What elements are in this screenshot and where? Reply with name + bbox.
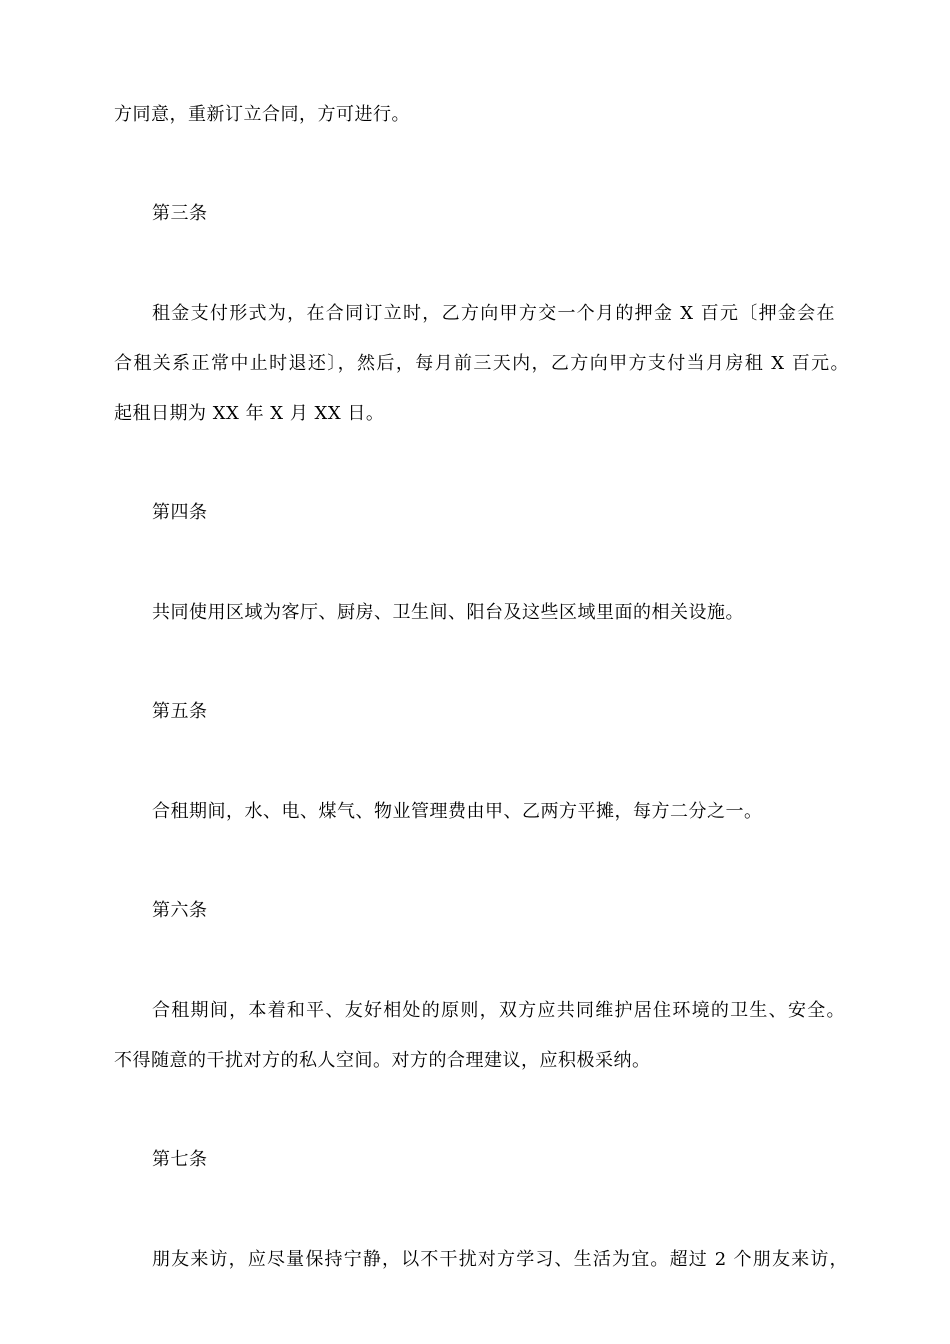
paragraph-line: 租金支付形式为，在合同订立时，乙方向甲方交一个月的押金 X 百元〔押金会在 <box>152 303 835 324</box>
paragraph-line: 起租日期为 XX 年 X 月 XX 日。 <box>114 403 385 424</box>
paragraph-line: 合租期间，水、电、煤气、物业管理费由甲、乙两方平摊，每方二分之一。 <box>152 801 763 822</box>
paragraph-line: 共同使用区域为客厅、厨房、卫生间、阳台及这些区域里面的相关设施。 <box>152 602 744 623</box>
paragraph-line: 朋友来访，应尽量保持宁静，以不干扰对方学习、生活为宜。超过 2 个朋友来访， <box>152 1249 848 1270</box>
paragraph-line: 合租期间，本着和平、友好相处的原则，双方应共同维护居住环境的卫生、安全。 <box>152 1000 845 1021</box>
article-heading-3: 第三条 <box>152 203 208 224</box>
paragraph-line: 不得随意的干扰对方的私人空间。对方的合理建议，应积极采纳。 <box>114 1050 651 1071</box>
paragraph-line: 合租关系正常中止时退还〕，然后，每月前三天内，乙方向甲方支付当月房租 X 百元。 <box>114 353 849 374</box>
paragraph-line: 方同意，重新订立合同，方可进行。 <box>114 104 410 125</box>
article-heading-5: 第五条 <box>152 701 208 722</box>
article-heading-4: 第四条 <box>152 502 208 523</box>
article-heading-6: 第六条 <box>152 900 208 921</box>
article-heading-7: 第七条 <box>152 1149 208 1170</box>
